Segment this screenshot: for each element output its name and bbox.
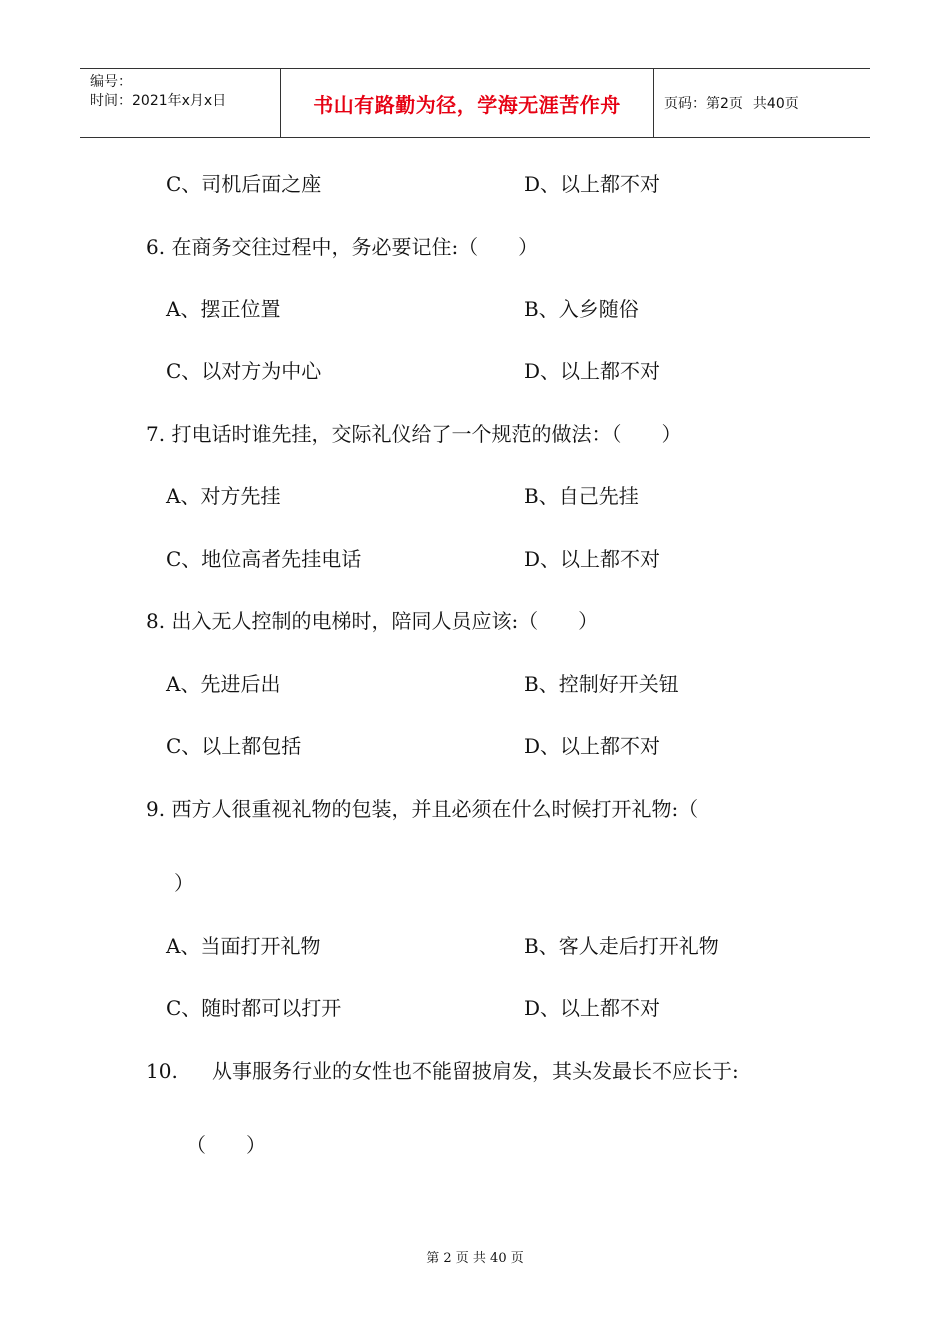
question-9-continuation: ） — [174, 871, 194, 895]
header-page-info — [654, 69, 870, 137]
option-q6-a: A、摆正位置 — [166, 297, 281, 321]
option-q8-c: C、以上都包括 — [166, 734, 302, 758]
option-q9-b: B、客人走后打开礼物 — [524, 934, 719, 958]
question-10-continuation: （ ） — [186, 1133, 266, 1157]
option-q8-b: B、控制好开关钮 — [524, 672, 679, 696]
option-q8-d: D、以上都不对 — [524, 734, 661, 758]
option-q7-a: A、对方先挂 — [166, 484, 281, 508]
option-q9-a: A、当面打开礼物 — [166, 934, 321, 958]
option-q5-c: C、司机后面之座 — [166, 172, 322, 196]
option-q8-a: A、先进后出 — [166, 672, 281, 696]
option-q6-c: C、以对方为中心 — [166, 359, 322, 383]
question-10-number: 10. — [146, 1059, 178, 1083]
option-q9-c: C、随时都可以打开 — [166, 996, 342, 1020]
question-9: 9. 西方人很重视礼物的包装，并且必须在什么时候打开礼物:（ — [146, 797, 699, 821]
document-header — [80, 68, 870, 138]
option-q5-d: D、以上都不对 — [524, 172, 661, 196]
header-page-current: 页码：第2页 — [664, 96, 743, 112]
header-meta — [80, 69, 281, 137]
question-8: 8. 出入无人控制的电梯时，陪同人员应该:（ ） — [146, 609, 599, 633]
header-page-total: 共40页 — [752, 96, 799, 112]
option-q9-d: D、以上都不对 — [524, 996, 661, 1020]
time-label: 时间：2021年x月x日 — [90, 93, 227, 109]
page-footer: 第 2 页 共 40 页 — [426, 1251, 524, 1266]
number-label: 编号： — [90, 74, 132, 90]
option-q6-d: D、以上都不对 — [524, 359, 661, 383]
option-q7-b: B、自己先挂 — [524, 484, 639, 508]
question-6: 6. 在商务交往过程中，务必要记住:（ ） — [146, 235, 539, 259]
option-q6-b: B、入乡随俗 — [524, 297, 639, 321]
question-7: 7. 打电话时谁先挂，交际礼仪给了一个规范的做法：（ ） — [146, 422, 682, 446]
header-motto: 书山有路勤为径，学海无涯苦作舟 — [281, 69, 654, 137]
option-q7-c: C、地位高者先挂电话 — [166, 547, 362, 571]
option-q7-d: D、以上都不对 — [524, 547, 661, 571]
question-10: 从事服务行业的女性也不能留披肩发，其头发最长不应长于: — [212, 1059, 739, 1083]
